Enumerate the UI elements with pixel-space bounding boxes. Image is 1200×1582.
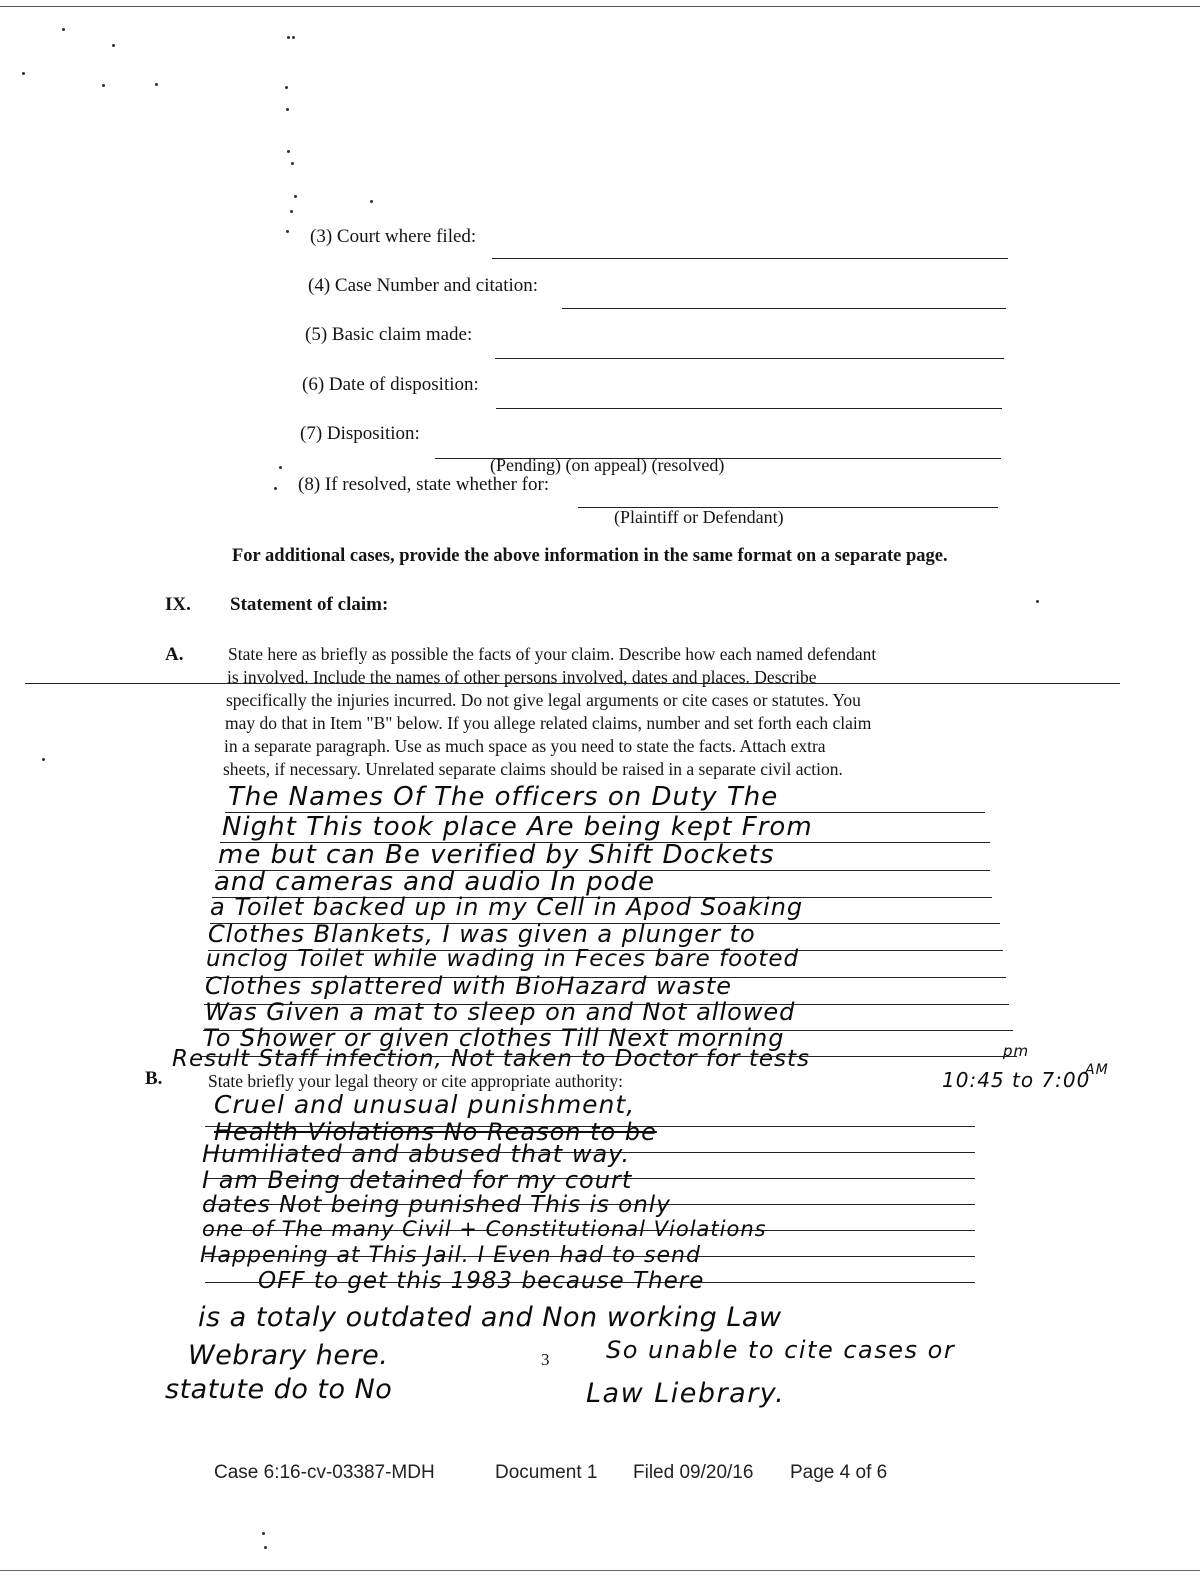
item-b-instruction: State briefly your legal theory or cite appropriate authority: [208, 1071, 623, 1091]
item-a-instruction-line: State here as briefly as possible the facts of your claim. Describe how each named defendant [228, 644, 877, 664]
handwritten-line: Night This took place Are being kept From [222, 812, 813, 842]
handwritten-line: Cruel and unusual punishment, [214, 1090, 636, 1119]
additional-cases-note: For additional cases, provide the above information in the same format on a separate page. [232, 546, 948, 566]
disposition-options-hint: (Pending) (on appeal) (resolved) [490, 455, 725, 475]
handwritten-line: me but can Be verified by Shift Dockets [218, 840, 775, 870]
item-a-letter: A. [165, 644, 184, 665]
item-a-instruction-line: is involved. Include the names of other persons involved, dates and places. Describe [227, 667, 817, 687]
handwritten-line: Clothes Blankets, I was given a plunger to [208, 920, 756, 948]
handwritten-line: one of The many Civil + Constitutional Violations [202, 1217, 767, 1241]
case-number-label: (4) Case Number and citation: [308, 275, 539, 296]
item-a-instruction-line: in a separate paragraph. Use as much space as you need to state the facts. Attach extra [224, 736, 826, 756]
court-where-filed-field[interactable] [492, 258, 1008, 259]
section-ix-title: Statement of claim: [230, 594, 389, 615]
handwritten-line: Webrary here. [188, 1340, 389, 1371]
section-ix-numeral: IX. [165, 594, 191, 615]
disposition-label: (7) Disposition: [300, 423, 420, 444]
handwritten-line: To Shower or given clothes Till Next morning [203, 1024, 785, 1052]
handwritten-line: So unable to cite cases or [606, 1336, 956, 1364]
handwritten-line: Health Violations No Reason to be [214, 1118, 657, 1146]
handwritten-line: OFF to get this 1983 because There [258, 1268, 705, 1294]
footer-filed-date: Filed 09/20/16 [633, 1462, 754, 1483]
handwritten-line: Humiliated and abused that way. [202, 1140, 631, 1168]
handwritten-line: Clothes splattered with BioHazard waste [205, 972, 732, 1000]
resolved-for-label: (8) If resolved, state whether for: [298, 474, 550, 495]
scan-top-edge [0, 6, 1200, 7]
resolved-for-hint: (Plaintiff or Defendant) [614, 507, 784, 527]
handwritten-line: I am Being detained for my court [202, 1166, 633, 1194]
strike-line [25, 683, 1120, 684]
footer-case-number: Case 6:16-cv-03387-MDH [214, 1462, 435, 1483]
handwritten-line: Law Liebrary. [586, 1378, 786, 1409]
handwritten-line: a Toilet backed up in my Cell in Apod Soaking [210, 893, 804, 921]
footer-page-count: Page 4 of 6 [790, 1462, 888, 1483]
court-where-filed-label: (3) Court where filed: [310, 226, 477, 247]
basic-claim-field[interactable] [495, 358, 1004, 359]
page-number: 3 [541, 1350, 550, 1369]
handwritten-time-am: AM [1085, 1062, 1109, 1078]
item-a-instruction-line: may do that in Item "B" below. If you allege related claims, number and set forth each claim [225, 713, 872, 733]
date-of-disposition-label: (6) Date of disposition: [302, 374, 479, 395]
handwritten-line: Result Staff infection, Not taken to Doctor for tests [172, 1046, 811, 1072]
date-of-disposition-field[interactable] [496, 408, 1002, 409]
handwritten-line: unclog Toilet while wading in Feces bare footed [206, 946, 800, 972]
scan-bottom-edge [0, 1570, 1200, 1571]
handwritten-line: statute do to No [165, 1374, 393, 1405]
handwritten-time-pm: pm [1003, 1042, 1030, 1060]
basic-claim-label: (5) Basic claim made: [305, 324, 473, 345]
handwritten-line: Was Given a mat to sleep on and Not allowed [205, 998, 796, 1026]
item-a-instruction-line: sheets, if necessary. Unrelated separate claims should be raised in a separate civil action. [223, 759, 843, 779]
handwritten-line: is a totaly outdated and Non working Law [198, 1302, 782, 1333]
case-number-field[interactable] [562, 308, 1006, 309]
handwritten-line: dates Not being punished This is only [202, 1192, 671, 1218]
item-a-instruction-line: specifically the injuries incurred. Do not give legal arguments or cite cases or statutes. You [226, 690, 861, 710]
item-b-letter: B. [145, 1068, 163, 1089]
handwritten-time-range: 10:45 to 7:00 [942, 1068, 1091, 1092]
handwritten-line: Happening at This Jail. I Even had to send [200, 1243, 701, 1268]
handwritten-line: The Names Of The officers on Duty The [228, 782, 779, 812]
handwritten-line: and cameras and audio In pode [214, 867, 655, 897]
footer-document: Document 1 [495, 1462, 598, 1483]
